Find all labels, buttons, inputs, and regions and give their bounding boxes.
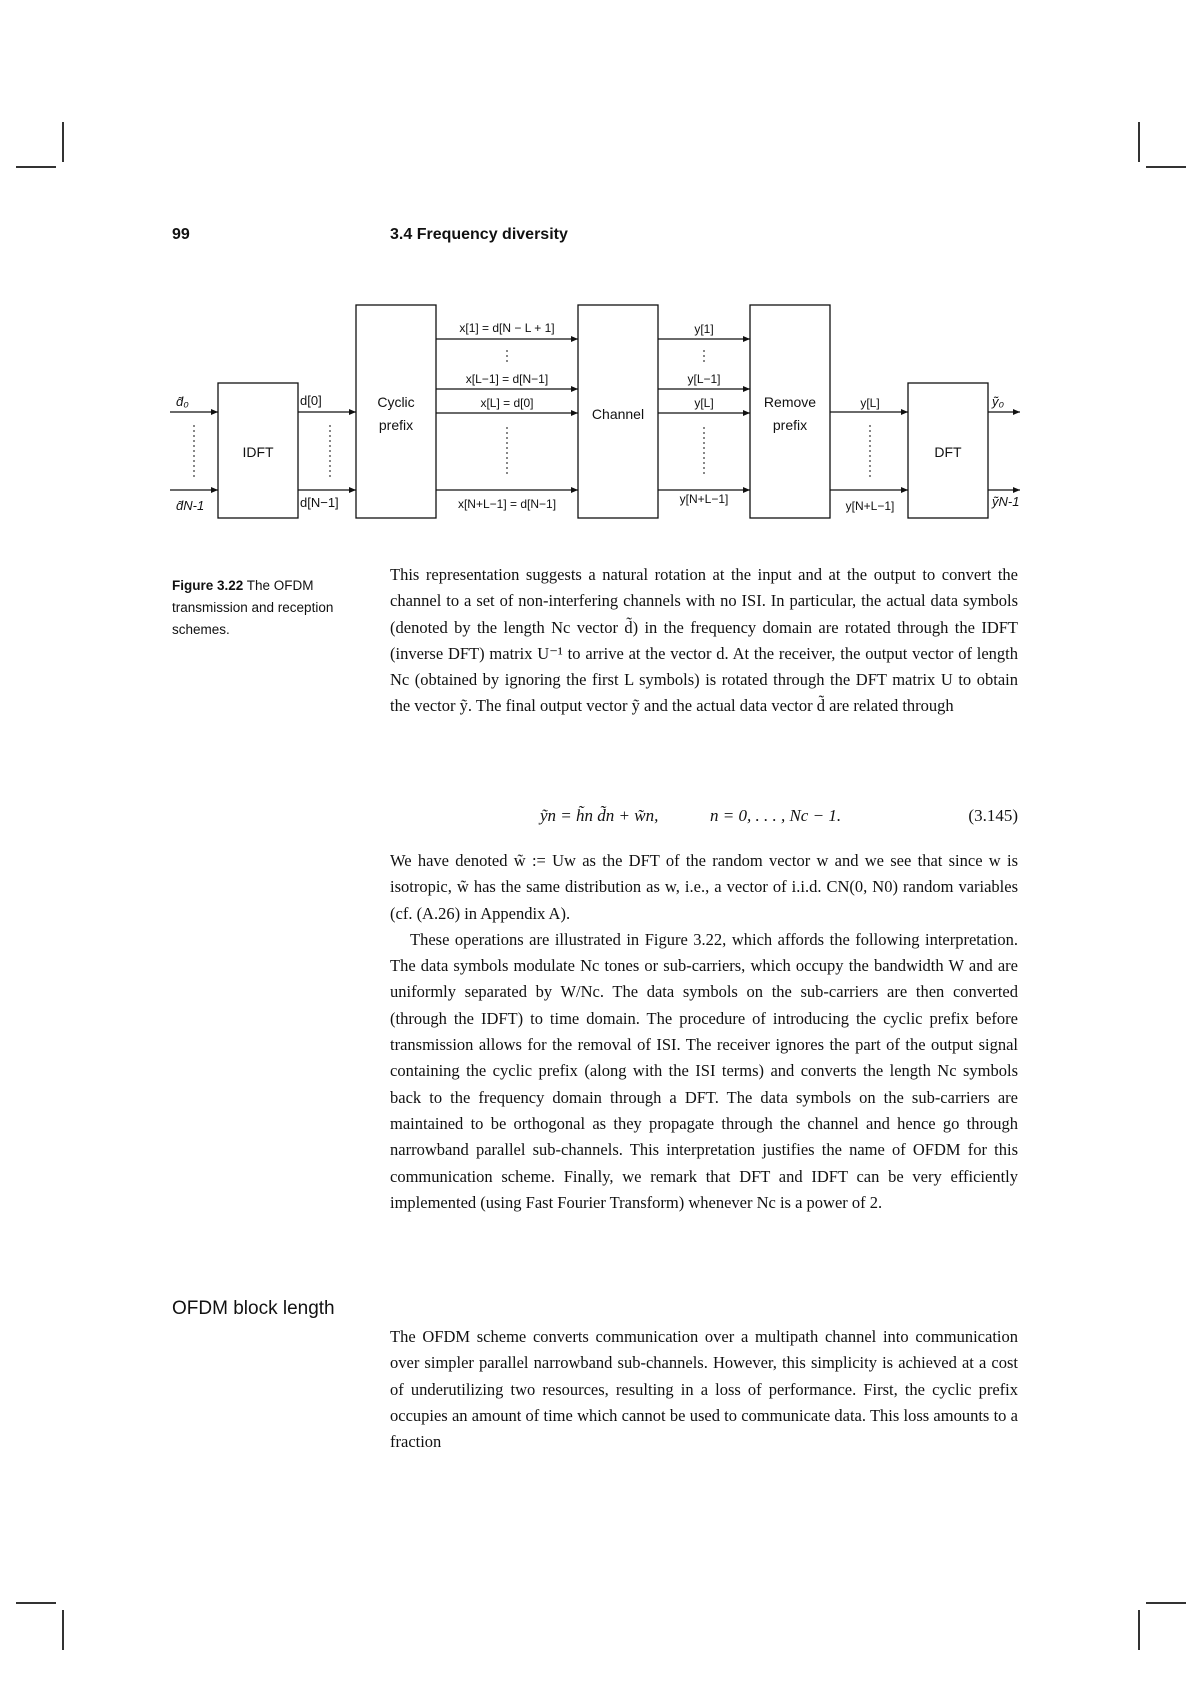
cyclic-prefix-block (356, 305, 436, 518)
crop-mark (16, 1602, 56, 1604)
ch-output-label: y[L−1] (687, 372, 721, 386)
figure-caption (172, 575, 352, 641)
cp-output-label: x[L] = d[0] (480, 396, 534, 410)
crop-mark (1138, 1610, 1140, 1650)
equation-number: (3.145) (968, 806, 1018, 825)
crop-mark (1146, 1602, 1186, 1604)
prefix-label: prefix (378, 417, 414, 433)
idft-label: IDFT (242, 444, 274, 460)
channel-label: Channel (591, 406, 645, 422)
caption-label: Figure 3.22 (172, 578, 244, 593)
cp-output-label: x[L−1] = d[N−1] (465, 372, 549, 386)
caption-text: The OFDM transmission and reception schemes. (172, 578, 334, 637)
output-label-top: ỹ₀ (992, 394, 1004, 409)
ch-output-label: y[N+L−1] (679, 492, 729, 506)
equation-expression: ỹn = h̃n d̃n + w̃n, (540, 806, 659, 825)
crop-mark (62, 122, 64, 162)
idft-output-bottom: d[N−1] (300, 495, 339, 510)
crop-mark (1146, 166, 1186, 168)
prefix-label-2: prefix (772, 417, 808, 433)
remove-label: Remove (763, 394, 817, 410)
rp-output-bottom: y[N+L−1] (845, 499, 895, 513)
output-label-bottom: ỹN-1 (992, 494, 1020, 509)
cyclic-label: Cyclic (377, 394, 415, 410)
equation-range: n = 0, . . . , Nc − 1. (710, 806, 842, 825)
section-heading: OFDM block length (172, 1298, 335, 1319)
ofdm-block-diagram (170, 295, 1020, 535)
crop-mark (16, 166, 56, 168)
paragraph: The OFDM scheme converts communication over a multipath channel into communication over simpler parallel narrowband sub-channels. However, this simplicity is achieved at a cost of underutilizing two resources, resulting in a loss of performance. First, the cyclic prefix occupies an amount of time which cannot be used to communicate data. This loss amounts to a fraction (390, 1327, 1018, 1452)
page-number: 99 (172, 226, 190, 243)
paragraph-rotation (390, 562, 1018, 720)
rp-output-top: y[L] (860, 396, 880, 410)
paragraph: This representation suggests a natural rotation at the input and at the output to convert the channel to a set of non-interfering channels with no ISI. In particular, the actual data symbols (denoted by the length Nc vector d̃) in the frequency domain are rotated through the IDFT (inverse DFT) matrix U⁻¹ to arrive at the vector d. At the receiver, the output vector of length Nc (obtained by ignoring the first L symbols) is rotated through the DFT matrix U to obtain the vector ỹ. The final output vector ỹ and the actual data vector d̃ are related through (390, 565, 1018, 716)
running-head: 3.4 Frequency diversity (390, 226, 568, 243)
paragraph-block-length (390, 1324, 1018, 1455)
paragraph-noise (390, 848, 1018, 1216)
crop-mark (1138, 122, 1140, 162)
dft-label: DFT (934, 444, 962, 460)
input-label-top: d̃₀ (176, 394, 189, 409)
idft-output-top: d[0] (300, 393, 322, 408)
input-label-bottom: d̃N-1 (176, 498, 205, 513)
remove-prefix-block (750, 305, 830, 518)
ch-output-label: y[1] (694, 322, 714, 336)
cp-output-label: x[1] = d[N − L + 1] (459, 321, 555, 335)
equation-3-145 (390, 806, 1018, 836)
paragraph: These operations are illustrated in Figure 3.22, which affords the following interpretation. The data symbols modulate Nc tones or sub-carriers, which occupy the bandwidth W and are uniformly separated by W/Nc. The data symbols on the sub-carriers are then converted (through the IDFT) to time domain. The procedure of introducing the cyclic prefix before transmission allows for the removal of ISI. The receiver ignores the part of the output signal containing the cyclic prefix (along with the ISI terms) and converts the length Nc symbols back to the frequency domain through a DFT. The data symbols on the sub-carriers are maintained to be orthogonal as they propagate through the channel and hence go through narrowband parallel sub-channels. This interpretation justifies the name of OFDM for this communication scheme. Finally, we remark that DFT and IDFT can be very efficiently implemented (using Fast Fourier Transform) whenever Nc is a power of 2. (390, 929, 1018, 1212)
paragraph: We have denoted w̃ := Uw as the DFT of the random vector w and we see that since w is isotropic, w̃ has the same distribution as w, i.e., a vector of i.i.d. CN(0, N0) random variables (cf. (A.26) in Appendix A). (390, 851, 1018, 923)
crop-mark (62, 1610, 64, 1650)
ch-output-label: y[L] (694, 396, 714, 410)
cp-output-label: x[N+L−1] = d[N−1] (457, 497, 557, 511)
